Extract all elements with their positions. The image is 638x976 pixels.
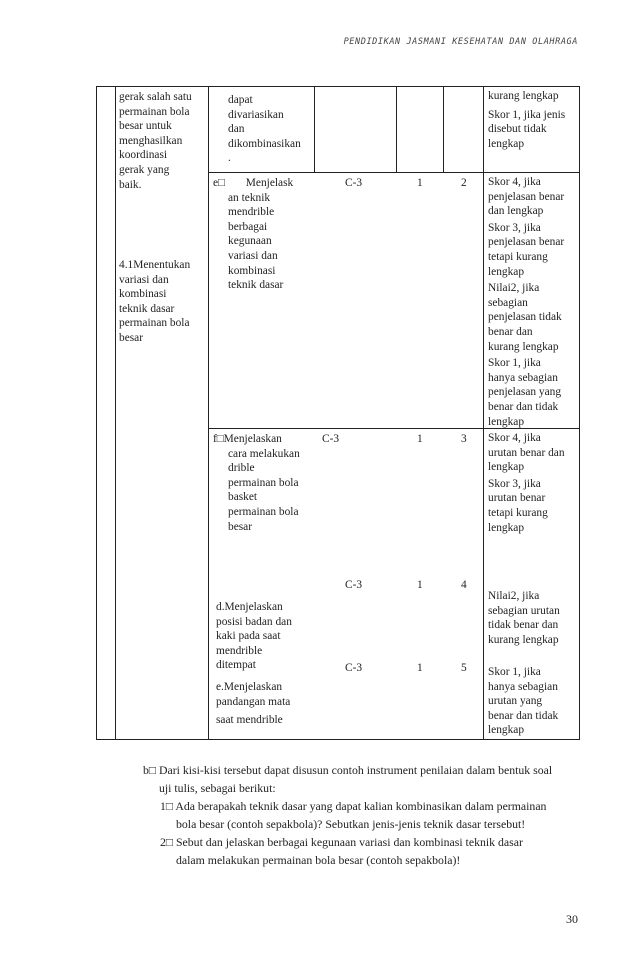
text-line: benar dan tidak	[488, 709, 559, 722]
row3-e-number: 1	[417, 662, 423, 674]
text-line: variasi dan	[228, 249, 278, 262]
text-line: 4.1Menentukan	[119, 259, 191, 271]
text-line: disebut tidak	[488, 123, 547, 136]
text-line: hanya sebagian	[488, 680, 558, 693]
text-line: teknik dasar	[228, 279, 284, 292]
question-1	[160, 797, 580, 833]
text-line: .	[228, 152, 231, 165]
row3-rubrik-b	[488, 589, 580, 647]
table-top-border	[96, 86, 580, 87]
text-line: kurang lengkap	[488, 90, 559, 102]
row3-f-level: C-3	[322, 433, 340, 445]
row2-rubrik	[488, 175, 580, 429]
text-line: dikombinasikan	[228, 137, 301, 150]
text-line: kurang lengkap	[488, 633, 559, 646]
text-line: d.Menjelaskan	[216, 601, 283, 613]
text-line: lengkap	[488, 415, 525, 428]
text-line: gerak salah satu	[119, 91, 192, 103]
text-line: Skor 3, jika	[488, 477, 541, 490]
text-line: kombinasi	[228, 264, 276, 277]
text-line: dalam melakukan permainan bola besar (contoh sepakbola)!	[176, 853, 461, 867]
row-divider-1	[208, 172, 580, 173]
text-line: dan	[228, 123, 245, 136]
text-line: Skor 4, jika	[488, 176, 541, 188]
text-line: penjelasan benar	[488, 236, 565, 249]
kd3-text	[119, 90, 207, 192]
row3-e-level: C-3	[345, 662, 363, 674]
text-line: tidak benar dan	[488, 619, 559, 632]
text-line: lengkap	[488, 521, 525, 534]
table-bottom-border	[96, 739, 580, 740]
text-line: Nilai2, jika	[488, 282, 540, 295]
col-divider-6	[483, 86, 484, 740]
text-line: teknik dasar	[119, 302, 175, 315]
text-line: lengkap	[488, 265, 525, 278]
table-left-border	[96, 86, 97, 740]
text-line: dan lengkap	[488, 205, 544, 218]
row3-d-quantity: 4	[461, 579, 467, 591]
text-line: dapat	[228, 94, 253, 106]
instrument-intro	[143, 761, 580, 797]
indikator-e-heading: e□ Menjelask	[213, 177, 294, 189]
indikator-f-heading: f□Menjelaskan	[213, 433, 282, 445]
row3-rubrik-a	[488, 431, 580, 535]
text-line: 2□ Sebut dan jelaskan berbagai kegunaan variasi dan kombinasi teknik dasar	[160, 835, 523, 849]
col-divider-5	[443, 86, 444, 173]
col-divider-2	[208, 86, 209, 740]
text-line: mendrible	[216, 644, 263, 657]
text-line: besar	[228, 520, 253, 533]
text-line: kurang lengkap	[488, 340, 559, 353]
text-line: berbagai	[228, 220, 268, 233]
text-line: permainan bola	[228, 476, 299, 489]
row3-indikator-d	[216, 600, 312, 673]
text-line: koordinasi	[119, 149, 168, 162]
text-line: penjelasan benar	[488, 190, 565, 203]
col-divider-1	[115, 86, 116, 740]
text-line: sebagian	[488, 296, 528, 309]
text-line: besar	[119, 331, 144, 344]
text-line: lengkap	[488, 724, 525, 737]
row3-d-number: 1	[417, 579, 423, 591]
text-line: kombinasi	[119, 288, 167, 301]
row3-f-quantity: 3	[461, 433, 467, 445]
text-line: gerak yang	[119, 163, 170, 176]
row2-indikator	[213, 176, 313, 293]
row3-e-quantity: 5	[461, 662, 467, 674]
text-line: cara melakukan	[228, 447, 300, 460]
text-line: menghasilkan	[119, 134, 183, 147]
text-line: tetapi kurang	[488, 506, 548, 519]
row3-indikator-f	[213, 432, 313, 534]
text-line: benar dan	[488, 325, 533, 338]
question-2	[160, 833, 580, 869]
text-line: Nilai2, jika	[488, 590, 540, 602]
row1-rubrik	[488, 89, 580, 151]
text-line: permainan bola	[228, 505, 299, 518]
text-line: urutan benar dan	[488, 446, 565, 459]
row2-number: 1	[417, 177, 423, 189]
text-line: benar dan tidak	[488, 400, 559, 413]
text-line: Skor 1, jika jenis	[488, 108, 566, 121]
text-line: urutan yang	[488, 695, 543, 708]
text-line: ditempat	[216, 659, 256, 672]
text-line: penjelasan tidak	[488, 311, 562, 324]
text-line: mendrible	[228, 206, 275, 219]
col-divider-3	[314, 86, 315, 173]
text-line: permainan bola	[119, 317, 190, 330]
text-line: an teknik	[228, 191, 271, 204]
text-line: hanya sebagian	[488, 371, 558, 384]
text-line: kegunaan	[228, 235, 272, 248]
running-header: PENDIDIKAN JASMANI KESEHATAN DAN OLAHRAGA	[343, 37, 578, 47]
row3-f-number: 1	[417, 433, 423, 445]
text-line: bola besar (contoh sepakbola)? Sebutkan jenis-jenis teknik dasar tersebut!	[176, 817, 526, 831]
text-line: e.Menjelaskan	[216, 681, 283, 693]
text-line: penjelasan yang	[488, 386, 562, 399]
text-line: sebagian urutan	[488, 604, 560, 617]
text-line: divariasikan	[228, 108, 284, 121]
kd4-text	[119, 258, 207, 346]
text-line: saat mendrible	[216, 714, 283, 727]
page-number: 30	[566, 912, 578, 926]
text-line: lengkap	[488, 461, 525, 474]
text-line: Skor 3, jika	[488, 221, 541, 234]
text-line: permainan bola	[119, 105, 190, 118]
col-divider-4	[396, 86, 397, 173]
row1-indikator	[228, 93, 314, 166]
text-line: pandangan mata	[216, 695, 291, 708]
row2-quantity: 2	[461, 177, 467, 189]
text-line: urutan benar	[488, 492, 546, 505]
text-line: tetapi kurang	[488, 250, 548, 263]
text-line: Skor 1, jika	[488, 666, 541, 678]
row2-level: C-3	[345, 177, 363, 189]
row3-indikator-e	[216, 680, 312, 728]
text-line: lengkap	[488, 137, 525, 150]
text-line: kaki pada saat	[216, 630, 281, 643]
row3-d-level: C-3	[345, 579, 363, 591]
text-line: Skor 4, jika	[488, 432, 541, 444]
row3-rubrik-c	[488, 665, 580, 738]
text-line: besar untuk	[119, 120, 172, 133]
text-line: variasi dan	[119, 273, 169, 286]
text-line: basket	[228, 491, 258, 504]
text-line: drible	[228, 462, 255, 475]
text-line: 1□ Ada berapakah teknik dasar yang dapat kalian kombinasikan dalam permainan	[160, 799, 547, 813]
text-line: baik.	[119, 178, 142, 191]
text-line: uji tulis, sebagai berikut:	[159, 781, 276, 795]
text-line: Skor 1, jika	[488, 357, 541, 370]
text-line: posisi badan dan	[216, 615, 292, 628]
text-line: b□ Dari kisi-kisi tersebut dapat disusun contoh instrument penilaian dalam bentuk soal	[143, 763, 553, 777]
